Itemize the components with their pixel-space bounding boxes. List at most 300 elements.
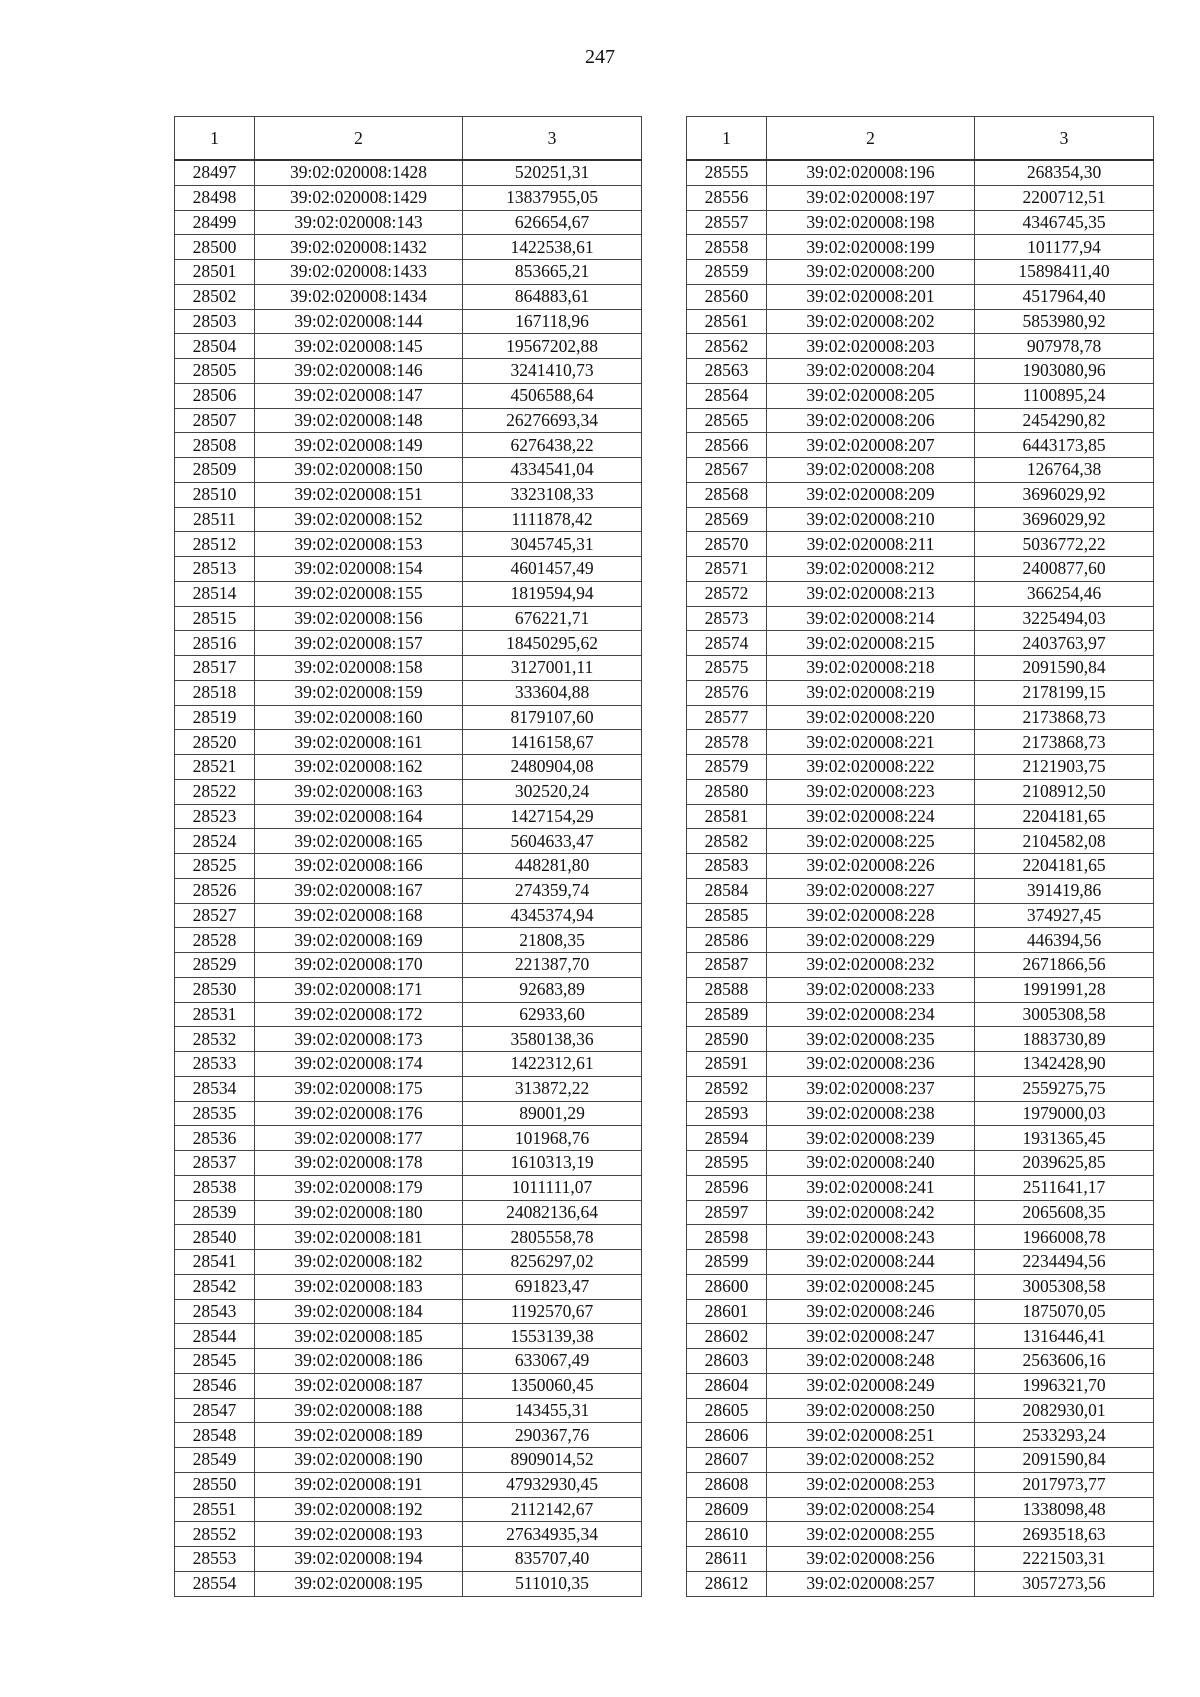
page-number: 247 xyxy=(585,46,615,68)
cadastral-number-cell: 39:02:020008:211 xyxy=(767,532,975,557)
table-row xyxy=(175,1522,642,1547)
cadastral-number-cell: 39:02:020008:196 xyxy=(767,160,975,185)
cadastral-value-cell: 1979000,03 xyxy=(975,1101,1154,1126)
cadastral-number-cell: 39:02:020008:207 xyxy=(767,433,975,458)
cadastral-value-cell: 101177,94 xyxy=(975,235,1154,260)
table-row xyxy=(175,680,642,705)
table-row xyxy=(687,606,1154,631)
cadastral-value-cell: 1338098,48 xyxy=(975,1497,1154,1522)
cadastral-number-cell: 39:02:020008:146 xyxy=(255,359,463,384)
cadastral-number-cell: 39:02:020008:156 xyxy=(255,606,463,631)
cadastral-value-cell: 1903080,96 xyxy=(975,359,1154,384)
table-row xyxy=(175,779,642,804)
table-row xyxy=(175,1547,642,1572)
row-number-cell: 28509 xyxy=(175,458,255,483)
row-number-cell: 28530 xyxy=(175,977,255,1002)
table-row xyxy=(687,1571,1154,1596)
cadastral-value-cell: 24082136,64 xyxy=(463,1200,642,1225)
row-number-cell: 28536 xyxy=(175,1126,255,1151)
cadastral-number-cell: 39:02:020008:174 xyxy=(255,1052,463,1077)
cadastral-number-cell: 39:02:020008:226 xyxy=(767,854,975,879)
column-header-3: 3 xyxy=(463,117,642,161)
cadastral-number-cell: 39:02:020008:223 xyxy=(767,779,975,804)
cadastral-value-cell: 2234494,56 xyxy=(975,1250,1154,1275)
row-number-cell: 28575 xyxy=(687,656,767,681)
cadastral-value-cell: 511010,35 xyxy=(463,1571,642,1596)
table-row xyxy=(175,656,642,681)
table-row xyxy=(175,854,642,879)
table-row xyxy=(175,260,642,285)
cadastral-value-cell: 374927,45 xyxy=(975,903,1154,928)
cadastral-number-cell: 39:02:020008:189 xyxy=(255,1423,463,1448)
table-row xyxy=(687,705,1154,730)
row-number-cell: 28584 xyxy=(687,878,767,903)
row-number-cell: 28599 xyxy=(687,1250,767,1275)
cadastral-number-cell: 39:02:020008:233 xyxy=(767,977,975,1002)
cadastral-number-cell: 39:02:020008:1433 xyxy=(255,260,463,285)
row-number-cell: 28582 xyxy=(687,829,767,854)
cadastral-number-cell: 39:02:020008:1429 xyxy=(255,185,463,210)
cadastral-value-cell: 4601457,49 xyxy=(463,557,642,582)
table-row xyxy=(175,507,642,532)
cadastral-number-cell: 39:02:020008:155 xyxy=(255,581,463,606)
table-row xyxy=(687,1052,1154,1077)
cadastral-number-cell: 39:02:020008:162 xyxy=(255,755,463,780)
column-header-1: 1 xyxy=(687,117,767,161)
cadastral-value-cell: 2082930,01 xyxy=(975,1398,1154,1423)
table-row xyxy=(687,1497,1154,1522)
row-number-cell: 28590 xyxy=(687,1027,767,1052)
cadastral-number-cell: 39:02:020008:221 xyxy=(767,730,975,755)
cadastral-number-cell: 39:02:020008:245 xyxy=(767,1274,975,1299)
row-number-cell: 28506 xyxy=(175,383,255,408)
row-number-cell: 28574 xyxy=(687,631,767,656)
table-row xyxy=(687,408,1154,433)
cadastral-value-cell: 1100895,24 xyxy=(975,383,1154,408)
row-number-cell: 28588 xyxy=(687,977,767,1002)
cadastral-value-cell: 1422538,61 xyxy=(463,235,642,260)
row-number-cell: 28570 xyxy=(687,532,767,557)
row-number-cell: 28500 xyxy=(175,235,255,260)
column-header-2: 2 xyxy=(767,117,975,161)
row-number-cell: 28517 xyxy=(175,656,255,681)
cadastral-value-cell: 1819594,94 xyxy=(463,581,642,606)
cadastral-number-cell: 39:02:020008:253 xyxy=(767,1472,975,1497)
table-row xyxy=(687,1200,1154,1225)
cadastral-number-cell: 39:02:020008:203 xyxy=(767,334,975,359)
cadastral-number-cell: 39:02:020008:246 xyxy=(767,1299,975,1324)
cadastral-number-cell: 39:02:020008:163 xyxy=(255,779,463,804)
row-number-cell: 28497 xyxy=(175,160,255,185)
table-row xyxy=(175,359,642,384)
row-number-cell: 28542 xyxy=(175,1274,255,1299)
row-number-cell: 28524 xyxy=(175,829,255,854)
table-row xyxy=(175,1101,642,1126)
table-row xyxy=(175,606,642,631)
cadastral-value-cell: 1610313,19 xyxy=(463,1151,642,1176)
cadastral-number-cell: 39:02:020008:167 xyxy=(255,878,463,903)
cadastral-value-cell: 1192570,67 xyxy=(463,1299,642,1324)
cadastral-number-cell: 39:02:020008:171 xyxy=(255,977,463,1002)
row-number-cell: 28516 xyxy=(175,631,255,656)
cadastral-number-cell: 39:02:020008:1428 xyxy=(255,160,463,185)
cadastral-number-cell: 39:02:020008:175 xyxy=(255,1076,463,1101)
cadastral-value-cell: 691823,47 xyxy=(463,1274,642,1299)
table-row xyxy=(687,1151,1154,1176)
table-row xyxy=(687,185,1154,210)
table-row xyxy=(175,755,642,780)
row-number-cell: 28502 xyxy=(175,284,255,309)
row-number-cell: 28569 xyxy=(687,507,767,532)
cadastral-value-cell: 1991991,28 xyxy=(975,977,1154,1002)
cadastral-number-cell: 39:02:020008:248 xyxy=(767,1349,975,1374)
row-number-cell: 28510 xyxy=(175,482,255,507)
cadastral-number-cell: 39:02:020008:160 xyxy=(255,705,463,730)
cadastral-value-cell: 2533293,24 xyxy=(975,1423,1154,1448)
table-row xyxy=(687,1472,1154,1497)
row-number-cell: 28528 xyxy=(175,928,255,953)
row-number-cell: 28522 xyxy=(175,779,255,804)
row-number-cell: 28538 xyxy=(175,1175,255,1200)
row-number-cell: 28513 xyxy=(175,557,255,582)
cadastral-value-cell: 1931365,45 xyxy=(975,1126,1154,1151)
cadastral-value-cell: 1416158,67 xyxy=(463,730,642,755)
cadastral-value-cell: 2039625,85 xyxy=(975,1151,1154,1176)
table-row xyxy=(175,1250,642,1275)
cadastral-number-cell: 39:02:020008:236 xyxy=(767,1052,975,1077)
cadastral-value-cell: 3045745,31 xyxy=(463,532,642,557)
row-number-cell: 28565 xyxy=(687,408,767,433)
cadastral-value-cell: 3580138,36 xyxy=(463,1027,642,1052)
left-table-header xyxy=(175,117,642,161)
row-number-cell: 28566 xyxy=(687,433,767,458)
cadastral-number-cell: 39:02:020008:179 xyxy=(255,1175,463,1200)
table-row xyxy=(687,334,1154,359)
cadastral-number-cell: 39:02:020008:212 xyxy=(767,557,975,582)
cadastral-number-cell: 39:02:020008:229 xyxy=(767,928,975,953)
cadastral-value-cell: 101968,76 xyxy=(463,1126,642,1151)
right-table xyxy=(686,116,1154,1597)
table-row xyxy=(175,235,642,260)
cadastral-value-cell: 18450295,62 xyxy=(463,631,642,656)
row-number-cell: 28571 xyxy=(687,557,767,582)
cadastral-number-cell: 39:02:020008:178 xyxy=(255,1151,463,1176)
table-row xyxy=(687,1398,1154,1423)
cadastral-value-cell: 4345374,94 xyxy=(463,903,642,928)
cadastral-value-cell: 3323108,33 xyxy=(463,482,642,507)
row-number-cell: 28572 xyxy=(687,581,767,606)
cadastral-value-cell: 27634935,34 xyxy=(463,1522,642,1547)
table-row xyxy=(175,1423,642,1448)
cadastral-value-cell: 2112142,67 xyxy=(463,1497,642,1522)
cadastral-number-cell: 39:02:020008:256 xyxy=(767,1547,975,1572)
row-number-cell: 28537 xyxy=(175,1151,255,1176)
table-row xyxy=(687,1250,1154,1275)
table-row xyxy=(175,160,642,185)
row-number-cell: 28557 xyxy=(687,210,767,235)
cadastral-value-cell: 2091590,84 xyxy=(975,656,1154,681)
cadastral-number-cell: 39:02:020008:241 xyxy=(767,1175,975,1200)
cadastral-number-cell: 39:02:020008:183 xyxy=(255,1274,463,1299)
row-number-cell: 28606 xyxy=(687,1423,767,1448)
table-row xyxy=(175,185,642,210)
table-row xyxy=(687,458,1154,483)
cadastral-number-cell: 39:02:020008:224 xyxy=(767,804,975,829)
row-number-cell: 28507 xyxy=(175,408,255,433)
table-row xyxy=(687,928,1154,953)
row-number-cell: 28523 xyxy=(175,804,255,829)
table-row xyxy=(687,1299,1154,1324)
row-number-cell: 28511 xyxy=(175,507,255,532)
table-row xyxy=(687,854,1154,879)
row-number-cell: 28512 xyxy=(175,532,255,557)
table-row xyxy=(687,507,1154,532)
table-row xyxy=(175,408,642,433)
cadastral-number-cell: 39:02:020008:195 xyxy=(255,1571,463,1596)
cadastral-number-cell: 39:02:020008:1434 xyxy=(255,284,463,309)
cadastral-value-cell: 302520,24 xyxy=(463,779,642,804)
cadastral-number-cell: 39:02:020008:194 xyxy=(255,1547,463,1572)
cadastral-value-cell: 864883,61 xyxy=(463,284,642,309)
row-number-cell: 28521 xyxy=(175,755,255,780)
row-number-cell: 28580 xyxy=(687,779,767,804)
row-number-cell: 28518 xyxy=(175,680,255,705)
cadastral-number-cell: 39:02:020008:170 xyxy=(255,953,463,978)
cadastral-value-cell: 313872,22 xyxy=(463,1076,642,1101)
row-number-cell: 28534 xyxy=(175,1076,255,1101)
table-row xyxy=(175,1349,642,1374)
cadastral-number-cell: 39:02:020008:254 xyxy=(767,1497,975,1522)
table-row xyxy=(687,359,1154,384)
cadastral-value-cell: 2511641,17 xyxy=(975,1175,1154,1200)
row-number-cell: 28508 xyxy=(175,433,255,458)
cadastral-value-cell: 8256297,02 xyxy=(463,1250,642,1275)
cadastral-value-cell: 8179107,60 xyxy=(463,705,642,730)
cadastral-value-cell: 2204181,65 xyxy=(975,804,1154,829)
cadastral-value-cell: 3005308,58 xyxy=(975,1274,1154,1299)
row-number-cell: 28593 xyxy=(687,1101,767,1126)
cadastral-number-cell: 39:02:020008:176 xyxy=(255,1101,463,1126)
cadastral-value-cell: 2400877,60 xyxy=(975,557,1154,582)
row-number-cell: 28610 xyxy=(687,1522,767,1547)
cadastral-value-cell: 2108912,50 xyxy=(975,779,1154,804)
row-number-cell: 28564 xyxy=(687,383,767,408)
table-row xyxy=(175,1052,642,1077)
cadastral-number-cell: 39:02:020008:154 xyxy=(255,557,463,582)
cadastral-value-cell: 1316446,41 xyxy=(975,1324,1154,1349)
cadastral-number-cell: 39:02:020008:232 xyxy=(767,953,975,978)
cadastral-number-cell: 39:02:020008:257 xyxy=(767,1571,975,1596)
row-number-cell: 28611 xyxy=(687,1547,767,1572)
row-number-cell: 28545 xyxy=(175,1349,255,1374)
cadastral-value-cell: 2173868,73 xyxy=(975,730,1154,755)
cadastral-number-cell: 39:02:020008:213 xyxy=(767,581,975,606)
cadastral-value-cell: 2480904,08 xyxy=(463,755,642,780)
row-number-cell: 28595 xyxy=(687,1151,767,1176)
table-row xyxy=(687,581,1154,606)
row-number-cell: 28544 xyxy=(175,1324,255,1349)
row-number-cell: 28551 xyxy=(175,1497,255,1522)
cadastral-number-cell: 39:02:020008:228 xyxy=(767,903,975,928)
cadastral-number-cell: 39:02:020008:243 xyxy=(767,1225,975,1250)
cadastral-number-cell: 39:02:020008:184 xyxy=(255,1299,463,1324)
column-header-3: 3 xyxy=(975,117,1154,161)
cadastral-number-cell: 39:02:020008:200 xyxy=(767,260,975,285)
row-number-cell: 28586 xyxy=(687,928,767,953)
cadastral-value-cell: 47932930,45 xyxy=(463,1472,642,1497)
table-row xyxy=(687,631,1154,656)
cadastral-number-cell: 39:02:020008:191 xyxy=(255,1472,463,1497)
cadastral-value-cell: 1996321,70 xyxy=(975,1373,1154,1398)
row-number-cell: 28540 xyxy=(175,1225,255,1250)
row-number-cell: 28553 xyxy=(175,1547,255,1572)
cadastral-value-cell: 1883730,89 xyxy=(975,1027,1154,1052)
cadastral-value-cell: 333604,88 xyxy=(463,680,642,705)
cadastral-value-cell: 633067,49 xyxy=(463,1349,642,1374)
table-row xyxy=(687,1126,1154,1151)
cadastral-value-cell: 3696029,92 xyxy=(975,507,1154,532)
row-number-cell: 28549 xyxy=(175,1448,255,1473)
cadastral-value-cell: 2173868,73 xyxy=(975,705,1154,730)
cadastral-value-cell: 907978,78 xyxy=(975,334,1154,359)
row-number-cell: 28555 xyxy=(687,160,767,185)
cadastral-value-cell: 676221,71 xyxy=(463,606,642,631)
table-row xyxy=(687,557,1154,582)
cadastral-number-cell: 39:02:020008:187 xyxy=(255,1373,463,1398)
cadastral-number-cell: 39:02:020008:151 xyxy=(255,482,463,507)
cadastral-value-cell: 126764,38 xyxy=(975,458,1154,483)
row-number-cell: 28605 xyxy=(687,1398,767,1423)
table-row xyxy=(175,977,642,1002)
cadastral-value-cell: 167118,96 xyxy=(463,309,642,334)
table-row xyxy=(687,235,1154,260)
cadastral-value-cell: 15898411,40 xyxy=(975,260,1154,285)
row-number-cell: 28583 xyxy=(687,854,767,879)
cadastral-value-cell: 2403763,97 xyxy=(975,631,1154,656)
table-row xyxy=(175,928,642,953)
cadastral-value-cell: 1342428,90 xyxy=(975,1052,1154,1077)
table-row xyxy=(175,829,642,854)
cadastral-number-cell: 39:02:020008:192 xyxy=(255,1497,463,1522)
cadastral-value-cell: 1350060,45 xyxy=(463,1373,642,1398)
table-row xyxy=(687,309,1154,334)
cadastral-number-cell: 39:02:020008:185 xyxy=(255,1324,463,1349)
cadastral-value-cell: 19567202,88 xyxy=(463,334,642,359)
table-row xyxy=(687,1225,1154,1250)
cadastral-number-cell: 39:02:020008:145 xyxy=(255,334,463,359)
cadastral-number-cell: 39:02:020008:177 xyxy=(255,1126,463,1151)
cadastral-value-cell: 520251,31 xyxy=(463,160,642,185)
cadastral-number-cell: 39:02:020008:235 xyxy=(767,1027,975,1052)
row-number-cell: 28541 xyxy=(175,1250,255,1275)
row-number-cell: 28519 xyxy=(175,705,255,730)
table-row xyxy=(687,284,1154,309)
table-row xyxy=(175,804,642,829)
row-number-cell: 28585 xyxy=(687,903,767,928)
row-number-cell: 28535 xyxy=(175,1101,255,1126)
table-row xyxy=(687,532,1154,557)
cadastral-number-cell: 39:02:020008:144 xyxy=(255,309,463,334)
row-number-cell: 28499 xyxy=(175,210,255,235)
cadastral-value-cell: 1422312,61 xyxy=(463,1052,642,1077)
table-row xyxy=(687,1324,1154,1349)
row-number-cell: 28539 xyxy=(175,1200,255,1225)
cadastral-number-cell: 39:02:020008:143 xyxy=(255,210,463,235)
right-table-header xyxy=(687,117,1154,161)
cadastral-value-cell: 89001,29 xyxy=(463,1101,642,1126)
row-number-cell: 28560 xyxy=(687,284,767,309)
row-number-cell: 28520 xyxy=(175,730,255,755)
cadastral-number-cell: 39:02:020008:158 xyxy=(255,656,463,681)
row-number-cell: 28567 xyxy=(687,458,767,483)
cadastral-value-cell: 290367,76 xyxy=(463,1423,642,1448)
cadastral-value-cell: 2204181,65 xyxy=(975,854,1154,879)
table-row xyxy=(687,730,1154,755)
cadastral-value-cell: 3005308,58 xyxy=(975,1002,1154,1027)
table-row xyxy=(175,210,642,235)
cadastral-value-cell: 8909014,52 xyxy=(463,1448,642,1473)
cadastral-value-cell: 6443173,85 xyxy=(975,433,1154,458)
table-row xyxy=(175,1200,642,1225)
row-number-cell: 28533 xyxy=(175,1052,255,1077)
table-row xyxy=(687,656,1154,681)
table-row xyxy=(687,210,1154,235)
table-row xyxy=(687,1002,1154,1027)
table-row xyxy=(175,1472,642,1497)
cadastral-number-cell: 39:02:020008:159 xyxy=(255,680,463,705)
cadastral-number-cell: 39:02:020008:180 xyxy=(255,1200,463,1225)
right-table-body xyxy=(687,160,1154,1596)
cadastral-number-cell: 39:02:020008:249 xyxy=(767,1373,975,1398)
row-number-cell: 28561 xyxy=(687,309,767,334)
cadastral-number-cell: 39:02:020008:247 xyxy=(767,1324,975,1349)
table-row xyxy=(687,903,1154,928)
table-row xyxy=(175,532,642,557)
cadastral-value-cell: 2091590,84 xyxy=(975,1448,1154,1473)
cadastral-value-cell: 62933,60 xyxy=(463,1002,642,1027)
table-row xyxy=(175,903,642,928)
table-row xyxy=(175,878,642,903)
row-number-cell: 28514 xyxy=(175,581,255,606)
row-number-cell: 28504 xyxy=(175,334,255,359)
cadastral-value-cell: 4346745,35 xyxy=(975,210,1154,235)
cadastral-number-cell: 39:02:020008:214 xyxy=(767,606,975,631)
table-row xyxy=(175,953,642,978)
table-row xyxy=(687,804,1154,829)
cadastral-number-cell: 39:02:020008:255 xyxy=(767,1522,975,1547)
cadastral-number-cell: 39:02:020008:238 xyxy=(767,1101,975,1126)
cadastral-number-cell: 39:02:020008:218 xyxy=(767,656,975,681)
cadastral-number-cell: 39:02:020008:148 xyxy=(255,408,463,433)
cadastral-value-cell: 3696029,92 xyxy=(975,482,1154,507)
row-number-cell: 28594 xyxy=(687,1126,767,1151)
row-number-cell: 28552 xyxy=(175,1522,255,1547)
cadastral-value-cell: 366254,46 xyxy=(975,581,1154,606)
row-number-cell: 28503 xyxy=(175,309,255,334)
table-row xyxy=(687,977,1154,1002)
table-row xyxy=(175,1027,642,1052)
table-row xyxy=(175,284,642,309)
cadastral-number-cell: 39:02:020008:220 xyxy=(767,705,975,730)
table-row xyxy=(687,1547,1154,1572)
table-row xyxy=(175,1448,642,1473)
table-row xyxy=(175,1299,642,1324)
row-number-cell: 28558 xyxy=(687,235,767,260)
cadastral-value-cell: 4517964,40 xyxy=(975,284,1154,309)
cadastral-number-cell: 39:02:020008:181 xyxy=(255,1225,463,1250)
table-row xyxy=(175,730,642,755)
cadastral-value-cell: 2693518,63 xyxy=(975,1522,1154,1547)
